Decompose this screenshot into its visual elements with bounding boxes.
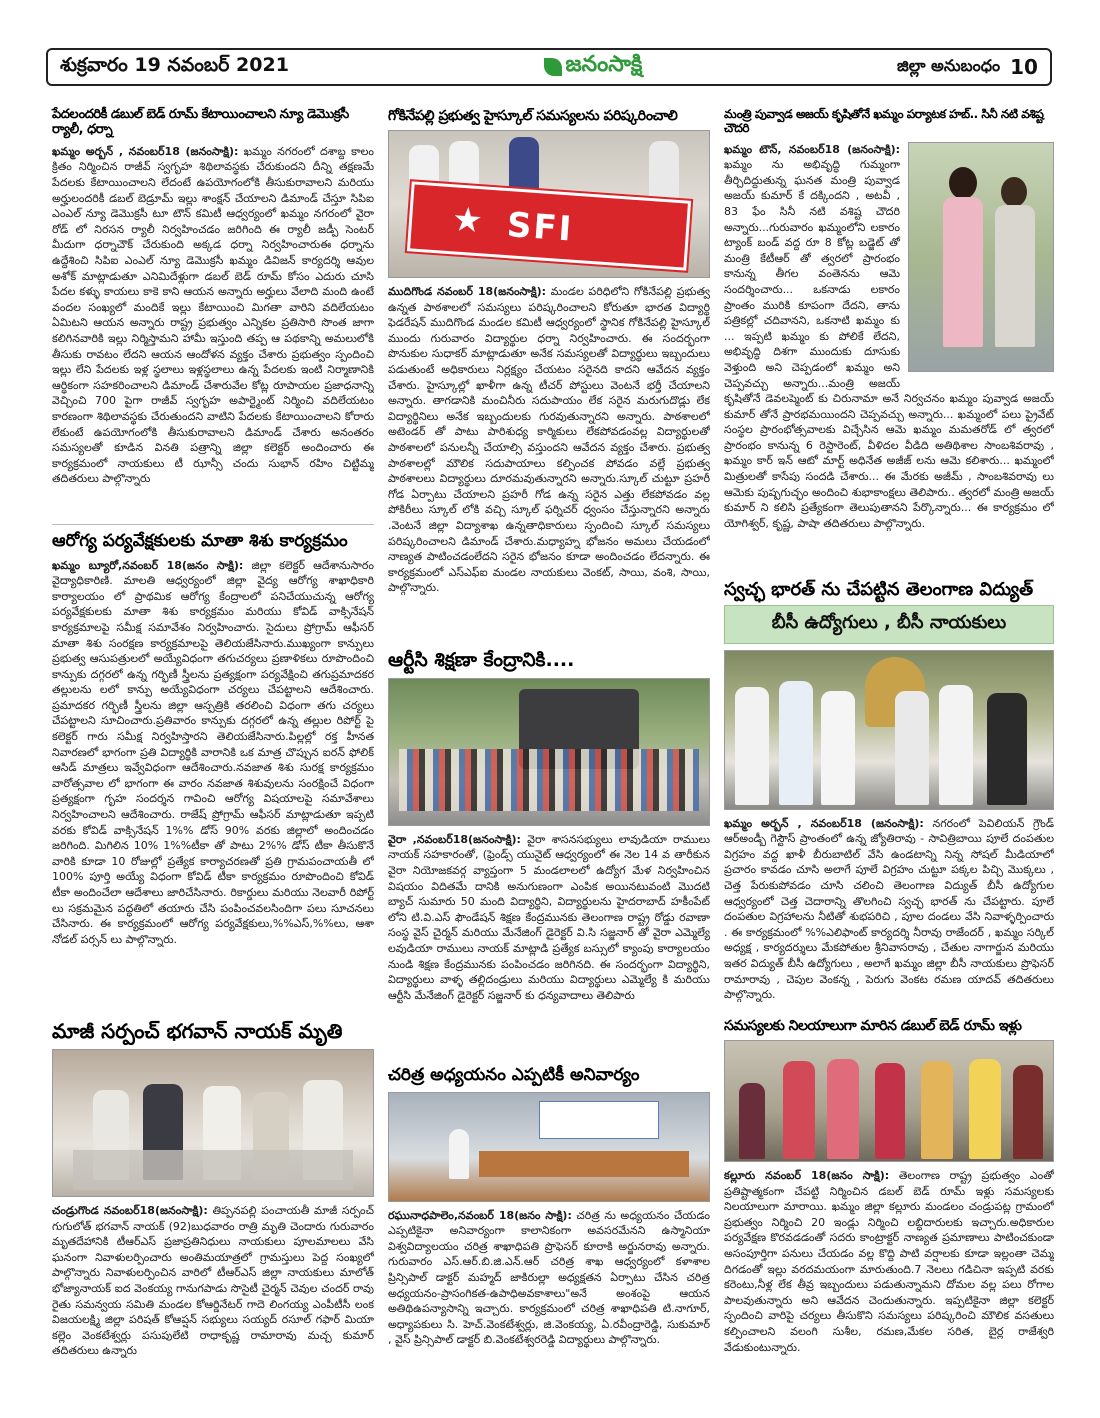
section-label <box>897 55 1038 79</box>
star-icon: ★ <box>450 199 485 242</box>
divider <box>52 524 374 525</box>
actress-photo <box>908 142 1054 372</box>
masthead <box>46 48 1052 86</box>
funeral-photo <box>52 1049 374 1197</box>
article-gokinepalli <box>388 108 710 624</box>
article-body <box>724 1168 1054 1396</box>
article-body <box>52 144 374 544</box>
article-double-bed <box>52 108 374 544</box>
body-text: మండల పరిధిలోని గోకినేపల్లి ప్రభుత్వ ఉన్నత పాఠశాలలో సమస్యలు పరిష్కరించాలని కోరుతూ భారత విద్యార్థి ఫెడరేషన్ ముదిగొండ మండల కమిటీ ఆధ్వర్యంలో స్థానిక గోకినేపల్లి హైస్కూల్ ముందు గురువారం విద్యార్థుల ధర్నా నిర్వహించారు. ఈ సందర్భంగా పొనుకుల సుధాకర్ మాట్లాడుతూ అనేక సమస్యలతో విద్యార్థులు ఇబ్బందులు పడుతుంటే అధికారులు నిర్లక్ష్యం చేయటం సరైనది కాదని ఆవేదన వ్యక్తం చేశారు. హైస్కూల్లో ఖాళీగా ఉన్న టీచర్ పోస్టులు వెంటనే భర్తీ చేయాలని అన్నారు. తాగడానికి మంచినీరు సదుపాయం లేక సరైన మరుగుదొడ్లు లేక విద్యార్థినిలు అనేక ఇబ్బందులకు గురవుతున్నారని అన్నారు. పాఠశాలలో అటెండర్ తో పాటు పారిశుధ్య కార్మికులు లేకపోవడంవల్ల విద్యార్థులతో పాఠశాలలో పనులన్నీ చేయాల్సి వస్తుందని ఆవేదన వ్యక్తం చేశారు. ప్రభుత్వ పాఠశాలల్లో మౌలిక సదుపాయాలు కల్పించక పోవడం వల్లే ప్రభుత్వ పాఠశాలలు విద్యార్థులు దూరమవుతున్నారని అన్నారు.స్కూల్ చుట్టూ ప్రహరీ గోడ ఏర్పాటు చేయాలని ప్రహరీ గోడ ఉన్న సరైన ఎత్తు లేకపోవడం వల్ల పోకిరీలు స్కూల్ లోకి వచ్చి స్కూల్ ఫర్నిచర్ ధ్వంసం చేస్తున్నారని అన్నారు .వెంటనే జిల్లా విద్యాశాఖ ఉన్నతాధికారులు స్పందించి స్కూల్ సమస్యలు పరిష్కరించాలని డిమాండ్ చేశారు.మధ్యాహ్న భోజనం అమలు చేయడంలో నాణ్యత పాటించడంలేదని సరైన భోజనం కూడా అందించడం లేదన్నారు. ఈ కార్యక్రమంలో ఎస్ఎఫ్ఐ మండల నాయకులు వెంకట్, సాయి, వంశి, సాయి, పాల్గొన్నారు. <box>388 285 710 595</box>
body-text: నగరంలో పెవిలియన్ గ్రౌండ్ ఆర్అండ్బీ గెస్టౌస్ ప్రాంతంలో ఉన్న జ్యోతిరావు - సావిత్రిబాయి పూలే దంపతుల విగ్రహం వద్ద ఖాళీ బీరుబాటిల్ వేసి ఉండటాన్ని నిన్న సోషల్ మీడియాలో ప్రచారం కావడం చూసి అలాగే పూలే విగ్రహం చుట్టూ పక్కల పిచ్చి మొక్కలు , చెత్త పేరుకుపోవడం చూసి చలించి తెలంగాణ విద్యుత్ బీసీ ఉద్యోగుల ఆధ్వర్యంలో చెత్త చెదారాన్ని తొలగించి స్వచ్ఛ భారత్ ను చేపట్టారు. పూలే దంపతుల విగ్రహాలను నీటితో శుభపరిచి , పూల దండలు వేసి నివాళ్ళర్పించారు . ఈ కార్యక్రమంలో %%ఎలిఫాంట్ కార్యదర్శి నీరావు రాజేందర్ , ఖమ్మం సర్కిల్ అధ్యక్ష , కార్యదర్శులు మేకపోతుల శ్రీనివాసరావు , చేతుల నాగార్జున మరియు ఇతర విద్యుత్ బీసీ ఉద్యోగులు , అలాగే ఖమ్మం జిల్లా బీసీ నాయకులు ప్రొఫెసర్ రామారావు , చెపుల వెంకన్న , పెరుగు వెంకట రమణ యాదవ్ తదితరులు పాల్గొన్నారు. <box>724 816 1054 1002</box>
dateline: కల్లూరు నవంబర్ 18(జనం సాక్షి): <box>724 1169 890 1183</box>
article-body <box>724 816 1054 1014</box>
issue-date: శుక్రవారం 19 నవంబర్ 2021 <box>60 53 289 76</box>
headline: ఆరోగ్య పర్యవేక్షకులకు మాతా శిశు కార్యక్రమం <box>52 531 348 551</box>
paper-logo <box>544 52 643 82</box>
dateline: ఖమ్మం టౌన్, నవంబర్18 (జనంసాక్షి): <box>724 142 900 156</box>
dateline: వైరా ,నవంబర్18(జనంసాక్షి): <box>388 832 521 846</box>
subhead-banner: బీసీ ఉద్యోగులు , బీసీ నాయకులు <box>724 605 1054 644</box>
dateline: ఖమ్మం అర్బన్ , నవంబర్18 (జనంసాక్షి): <box>52 144 239 158</box>
dateline: ఖమ్మం బ్యూరో,నవంబర్ 18(జనం సాక్షి): <box>52 558 244 572</box>
article-body <box>388 284 710 624</box>
headline: చరిత్ర అధ్యయనం ఎప్పటికీ అనివార్యం <box>388 1065 640 1085</box>
page-number: 10 <box>1010 55 1038 79</box>
dateline: చండ్రుగొండ నవంబర్18(జనంసాక్షి): <box>52 1204 208 1217</box>
headline: సమస్యలకు నిలయాలుగా మారిన డబుల్ బెడ్ రూమ్ ఇళ్లు <box>724 1018 1022 1034</box>
lecture-photo <box>388 1092 710 1202</box>
article-houses <box>724 1018 1054 1396</box>
article-minister <box>724 108 1054 566</box>
body-text: చరిత్ర ను అధ్యయనం చేయడం ఎప్పటికైనా అనివార్యంగా కాలానికంగా అవసరమేనని ఉస్మానియా విశ్వవిద్యాలయం చరిత్ర శాఖాధిపతి ప్రొఫెసర్ కూరాకి అర్జునరావు అన్నారు. గురువారం ఎస్.ఆర్.బి.జి.ఎన్.ఆర్ చరిత్ర శాఖ ఆధ్వర్యంలో కళాశాల ప్రిన్సిపాల్ డాక్టర్ మహ్మద్ జాకిరుల్లా అధ్యక్షతన ఏర్పాటు చేసిన చరిత్ర అధ్యయనం-ప్రాసంగికత-ఉపాధిఅవకాశాలు"అనే అంశంపై ఆయన అతిథిఉపన్యాసాన్ని ఇచ్చారు. కార్యక్రమంలో చరిత్ర శాఖాధిపతి టి.నాగూర్, అధ్యాపకులు సి. హెచ్.వెంకటేశ్వర్లు, జి.వెంకయ్య, ఏ.రవీంద్రారెడ్డి, సుకుమార్ , వైస్ ప్రిన్సిపాల్ డాక్టర్ బి.వెంకటేశ్వరరెడ్డి విద్యార్థులు పాల్గొన్నారు. <box>388 1208 710 1347</box>
rtc-group-photo <box>388 678 710 826</box>
paper-name: జనంసాక్షి <box>565 52 643 77</box>
article-history <box>388 1066 710 1358</box>
article-swachh <box>724 580 1054 1014</box>
statue-cleaning-photo <box>724 650 1054 810</box>
body-text: జిల్లా కలెక్టర్ ఆదేశానుసారం వైద్యాధికారిణి. మాలతి ఆధ్వర్యంలో జిల్లా వైద్య ఆరోగ్య శాఖాధికారి కార్యాలయం లో ప్రాథమిక ఆరోగ్య కేంద్రాలలో పనిచేయుచున్న ఆరోగ్య పర్యవేక్షకులకు మాతా శిశు కార్యక్రమం మరియు కోవిడ్ వాక్సినేషన్ కార్యక్రమాలపై సమీక్ష సమావేశం నిర్వహించారు. సైదులు ప్రోగ్రామ్ ఆఫీసర్ మాతా శిశు సంరక్షణ కార్యక్రమాలపై తెలియజేసినారు.ముఖ్యంగా కాన్పులు ప్రభుత్వ ఆసుపత్రులలో అయ్యేవిధంగా తగుచర్యలు ప్రణాళికలు రూపొందించి కాన్పుకు దగ్గరలో ఉన్న గర్భిణీ స్త్రీలను ప్రత్యక్షంగా పర్యవేక్షించి తగుప్రమాదకర తల్లులను లలో కాన్పు అయ్యేవిధంగా చర్యలు చేపట్టాలని ఆదేశించారు. ప్రమాదకర గర్భిణీ స్త్రీలను జిల్లా ఆస్పత్రికి తరలించి విధంగా తగు చర్యలు చేపట్టాలని సూచించారు.ప్రతివారం కాన్పుకు దగ్గరలో ఉన్న తల్లుల రిపోర్ట్ పై కలెక్టర్ గారు సమీక్ష నిర్వహిస్తారని తెలియజేసినారు.పిల్లల్లో రక్త హీనత నివారణలో భాగంగా ప్రతి విద్యార్థికి వారానికి ఒక మాత్ర చొప్పున ఐరన్ ఫోలిక్ ఆసిడ్ మాత్రలు ఇవ్వేవిధంగా ఆదేశించారు.నవజాత శిశు సురక్ష కార్యక్రమం వారోత్సవాల లో భాగంగా ఈ వారం నవజాత శిశువులను సంరక్షించే విధంగా ప్రత్యక్షంగా గృహ సందర్శన గావించి ఆరోగ్య విషయాలపై సమావేశాలు నిర్వహించాలని ఆదేశించారు. రాజేష్ ప్రోగ్రామ్ ఆఫీసర్ మాట్లాడుతూ ఇప్పటి వరకు కోవిడ్ వాక్సినేషన్ 1%% డోస్ 90% వరకు జిల్లాలో అందించడం జరిగింది. మిగిలిన 10% 1%%టీకా తో పాటు 2%% డోస్ టీకా తీసుకొనే వారికి కూడా 10 రోజుల్లో ప్రత్యేక కార్యాచరణతో ప్రతి గ్రామపంచాయతీ లో 100% పూర్తి అయ్యే విధంగా కోవిడ్ టీకా కార్యక్రమం రూపొందించి కోవిడ్ టీకా అందించేలా ఆదేశాలు జారిచేసినారు. రికార్డులు మరియు నెలవారీ రిపోర్ట్ లు సక్రమమైన పద్ధతిలో తయారు చేసి పంపించవలసిందిగా పలు సూచనలు చేసినారు. ఈ కార్యక్రమంలో ఆరోగ్య పర్యవేక్షకులు,%%ఎస్,%%లు, ఆశా నోడల్ పర్సన్ లు పాల్గొన్నారు. <box>52 558 374 946</box>
article-rtc <box>388 650 710 1088</box>
dateline: రఘునాధపాలెం,నవంబర్ 18(జనం సాక్షి): <box>388 1208 572 1222</box>
headline: ఆర్టీసి శిక్షణా కేంద్రానికి.... <box>388 649 575 671</box>
article-health <box>52 532 374 990</box>
body-text: ఖమ్మం నగరంలో దశాబ్ద కాలం క్రితం నిర్మించిన రాజీవ్ స్వగృహ శిథిలావస్థకు చేరుకుందని దీన్ని తక్షణమే పేదలకు కేటాయించాలని లేదంటే ఉపయోగంలోకి తీసుకురావాలని మరియు అర్హులందరికీ డబల్ బెడ్రూమ్ ఇల్లు శాంక్షన్ చేయాలని డిమాండ్ చేస్తూ సిపిఐ ఎంఎల్ న్యూ డెమొక్రసీ టూ టౌన్ కమిటీ ఆధ్వర్యంలో ఖమ్మం నగరంలో వైరా రోడ్ లో నిరసన ర్యాలీ నిర్వహించడం జరిగింది ఈ ర్యాలీ జడ్పీ సెంటర్ మీదుగా ధర్నాచౌక్ చేరుకుంది అక్కడ ధర్నా నిర్వహించారుఈ ధర్నాను ఉద్దేశించి సిపిఐ ఎంఎల్ న్యూ డెమొక్రసీ ఖమ్మం డివిజన్ కార్యదర్శి ఆవుల అశోక్ మాట్లాడుతూ ఎనిమిదేళ్లుగా డబల్ బెడ్ రూమ్ కోసం ఎదురు చూసి పేదల కళ్ళు కాయలు కాకె కాని ఆయన అన్నారు అర్హులు వేలాది మంది ఉంటే వందల సంఖ్యలో మందికే ఇల్లు కేటాయించి మిగతా వారిని వదిలేయటం ఏమిటని ఆయన అన్నారు రాష్ట్ర ప్రభుత్వం ఎన్నికల ప్రతిసారి సొంత జాగా కలిగినవారికి ఇల్లు నిర్మిస్తామని హామీ ఇస్తుంది తప్ప ఆ పథకాన్ని అమలులోకి తీసుకు రావటం లేదని ఆయన ఆందోళన వ్యక్తం చేశారు ప్రభుత్వం స్పందించి ఇల్లు లేని పేదలకు ఇళ్ల స్థలాలు ఇళ్లస్థలాలు ఉన్న పేదలకు ఇంటి నిర్మాణానికి ఆర్థికంగా సహకరించాలని డిమాండ్ చేశారువేల కోట్ల రూపాయల ప్రజాధనాన్ని వెచ్చించి 700 పైగా రాజీవ్ స్వగృహ అపార్ట్మెంట్ నిర్మించి వదిలేయటం కారణంగా శిథిలావస్థకు చేరుతుందని వాటిని పేదలకు కేటాయించాలని కోరారు లేకుంటే ఉపయోగంలోకి తీసుకురావాలని డిమాండ్ చేశారు అనంతరం సమస్యలతో కూడిన వినతి పత్రాన్ని జిల్లా కలెక్టర్ అందించారు ఈ కార్యక్రమంలో నాయకులు టీ ఝాన్సీ చందు సుభాన్ రహిం చిట్టిమ్మ తదితరులు పాల్గొన్నారు <box>52 144 374 486</box>
article-sarpanch <box>52 1020 374 1389</box>
headline: స్వచ్ఛ భారత్ ను చేపట్టిన తెలంగాణ విద్యుత్ <box>724 579 1034 600</box>
body-text: తెలంగాణ రాష్ట్ర ప్రభుత్వం ఎంతో ప్రతిష్టాత్మకంగా చేపట్టి నిర్మించిన డబల్ బెడ్ రూమ్ ఇళ్లు సమస్యలకు నిలయాలుగా మారాయి. ఖమ్మం జిల్లా కల్లూరు మండలం చండ్రుపట్ల గ్రామంలో ప్రభుత్వం నిర్మించి 20 ఇండ్లు నిర్మించి లబ్ధిదారులకు ఇచ్చారు.అధికారుల పర్యవేక్షణ కొరవడడంతో సదరు కాంట్రాక్టర్ నాణ్యత ప్రమాణాలు పాటించకుండా అసంపూర్తిగా పనులు చేయడం వల్ల కొద్ది పాటి వర్షాలకు కూడా ఇల్లంతా చెమ్మ దిగడంతో ఇల్లు వరదమయంగా మారుతుంది.7 నెలలు గడిచినా ఇప్పటి వరకు కరెంటు,నీళ్ల లేక తీవ్ర ఇబ్బందులు పడుతున్నామని దోమల వల్ల పలు రోగాల పాలవుతున్నారు అని ఆవేదన చెందుతున్నారు. ఇప్పటికైనా జిల్లా కలెక్టర్ స్పందించి వారిపై చర్యలు తీసుకొని సమస్యలు పరిష్కరించి మౌలిక వసతులు కల్పించాలని వలంగి సుశీల, రమణ,మేకల సరిత, బైర్ల రాజేశ్వరి వేడుకుంటున్నారు. <box>724 1169 1054 1354</box>
dateline: ముదిగొండ నవంబర్ 18(జనంసాక్షి): <box>388 285 547 299</box>
houses-photo <box>724 1040 1054 1162</box>
article-body <box>52 558 374 990</box>
section-name: జిల్లా అనుబంధం <box>897 55 1001 75</box>
banner-text: SFI <box>505 205 575 250</box>
body-text: తిప్పనపల్లి పంచాయతీ మాజీ సర్పంచ్ గుగులోత్ భగవాన్ నాయక్ (92)బుధవారం రాత్రి మృతి చెందారు గురువారం మృతదేహానికి టీఆర్ఎస్ ప్రజాప్రతినిధులు నాయకులు పూలమాలలు వేసి ఘనంగా నివాళులర్పించారు అంతిమయాత్రలో గ్రామస్తులు పెద్ద సంఖ్యలో పాల్గొన్నారు నివాళులర్పించిన వారిలో టీఆర్ఎస్ జిల్లా నాయకులు మాలోత్ భోజ్యానాయక్ ఐద వెంకయ్య గానుగపాడు సొసైటీ చైర్మన్ చెవుల చందర్ రావు రైతు సమన్వయ సమితి మండల కోఆర్డినేటర్ గాదె లింగయ్య ఎంపీటీసీ లంక విజయలక్ష్మి జిల్లా పరిషత్ కోఆప్షన్ సభ్యులు సయ్యద్ రసూల్ గఫార్ మియా కల్లెం వెంకటేశ్వర్లు పసుపులేటి రాధాకృష్ణ రామారావు మచ్చ కుమార్ తదితరులు ఉన్నారు <box>52 1204 374 1358</box>
headline: పేదలందరికీ డబుల్ బెడ్ రూమ్ కేటాయించాలని న్యూ డెమొక్రసీ ర్యాలీ, ధర్నా <box>52 107 349 137</box>
headline: మాజీ సర్పంచ్ భగవాన్ నాయక్ మృతి <box>52 1019 343 1043</box>
article-body <box>52 1203 374 1389</box>
leaf-icon <box>544 58 562 76</box>
body-text: ఖమ్మం ను అభివృద్ధి గుమ్మంగా తీర్చిదిద్దుతున్న ఘనత మంత్రి పువ్వాడ అజయ్ కుమార్ కే దక్కిందని , అటవీ , 83 ఫేం సినీ నటి వశిష్ట చౌదరి అన్నారు...గురువారం ఖమ్మంలోని లకారం ట్యాంక్ బండ్ వద్ద రూ 8 కోట్ల బడ్జెట్ తో మంత్రి కేటీఆర్ తో త్వరలో ప్రారంభం కానున్న తీగల వంతెనను ఆమె సందర్శించారు... ఒకనాడు లకారం ప్రాంతం మురికి కూపంగా దేదని, తాను పత్రికల్లో చదివానని, ఒకనాటి ఖమ్మం కు ... ఇప్పటి ఖమ్మం కు పోలికే లేదని, అభివృద్ధి దిశగా ముందుకు దూసుకు వెళ్తుంది అని చెప్పడంలో ఖమ్మం అని చెప్పవచ్చు అన్నారు...మంత్రి అజయ్ కృషితోనే డెవలప్మెంట్ కు చిరునామా అనే నిర్వచనం ఖమ్మం పువ్వాడ అజయ్ కుమార్ తోనే ప్రారభమయిందని చెప్పవచ్చు అన్నారు... ఖమ్మంలో పలు ప్రైవేట్ సంస్థల ప్రారంభోత్సవాలకు విచ్చేసిన ఆమె ఖమ్మం మమతరోడ్ లో త్వరలో ప్రారంభం కానున్న 6 రెస్టారెంట్, వీళిదల వీడిది అతిథిశాల సాంబశివరావు , ఖమ్మం కార్ ఇన్ ఆటో మార్ట్ అధినేత అజీజ్ లను ఆమె కలిశారు... ఖమ్మంలో మిత్రులతో కాసేపు సందడి చేశారు... ఈ మేరకు అజీమ్ , సాంబశివరావు లు ఆమెకు పుష్పగుచ్ఛం అందించి శుభాకాంక్షలు తెలిపారు.. త్వరలో మంత్రి అజయ్ కుమార్ ని కలిసి ప్రత్యేకంగా తెలుపుతానని పేర్కొన్నారు... ఈ కార్యక్రమం లో యోగిశ్వర్, కృష్ణ, పాషా తదితరులు పాల్గొన్నారు. <box>724 158 1054 530</box>
dateline: ఖమ్మం అర్బన్ , నవంబర్18 (జనంసాక్షి): <box>724 816 924 830</box>
article-body <box>388 832 710 1088</box>
body-text: వైరా శాసనసభ్యులు లావుడియా రాములు నాయక్ సహకారంతో, (ఫ్రెండ్స్ యునైట్ ఆధ్వర్యంలో ఈ నెల 14 వ తారీకున వైరా నియోజకవర్గ వ్యాప్తంగా 5 మండలాలలో ఉద్యోగ మేళ నిర్వహించిన విషయం విదితమే దానికి అనుగుణంగా ఎంపిక అయినటువంటి మొదటి బ్యాచ్ సుమారు 50 మంది విద్యార్థిని, విద్యార్థులను హైదరాబాద్ హకీంపేట్ లోని టి.వి.ఎస్ ఫౌండేషన్ శిక్షణ కేంద్రమునకు తెలంగాణ రాష్ట్ర రోడ్డు రవాణా సంస్థ వైస్ చైర్మన్ మరియు మేనేజింగ్ డైరెక్టర్ వి.సి సజ్జనార్ తో వైరా ఎమ్మెల్యే లవుడియా రాములు నాయక్ మాట్లాడి ప్రత్యేక బస్సులో క్యాంపు కార్యాలయం నుండి శిక్షణ కేంద్రమునకు పంపించడం జరిగినది. ఈ సందర్భంగా విద్యార్థిని, విద్యార్థులు వాళ్ళ తల్లిదండ్రులు మరియు విద్యార్థులు ఎమ్మెల్యే కి మరియు ఆర్టీసి మేనేజింగ్ డైరెక్టర్ సజ్జనార్ కు ధన్యవాదాలు తెలిపారు <box>388 832 710 1002</box>
headline: మంత్రి పువ్వాడ అజయ్ కృషితోనే ఖమ్మం పర్యాటక హబ్.. సినీ నటి వశిష్ట చౌదరి <box>724 107 1044 135</box>
minister-block <box>724 142 1054 566</box>
headline: గోకినేపల్లి ప్రభుత్వ హైస్కూల్ సమస్యలను పరిష్కరించాలి <box>388 108 678 124</box>
article-body <box>388 1208 710 1358</box>
sfi-protest-photo <box>388 130 710 278</box>
